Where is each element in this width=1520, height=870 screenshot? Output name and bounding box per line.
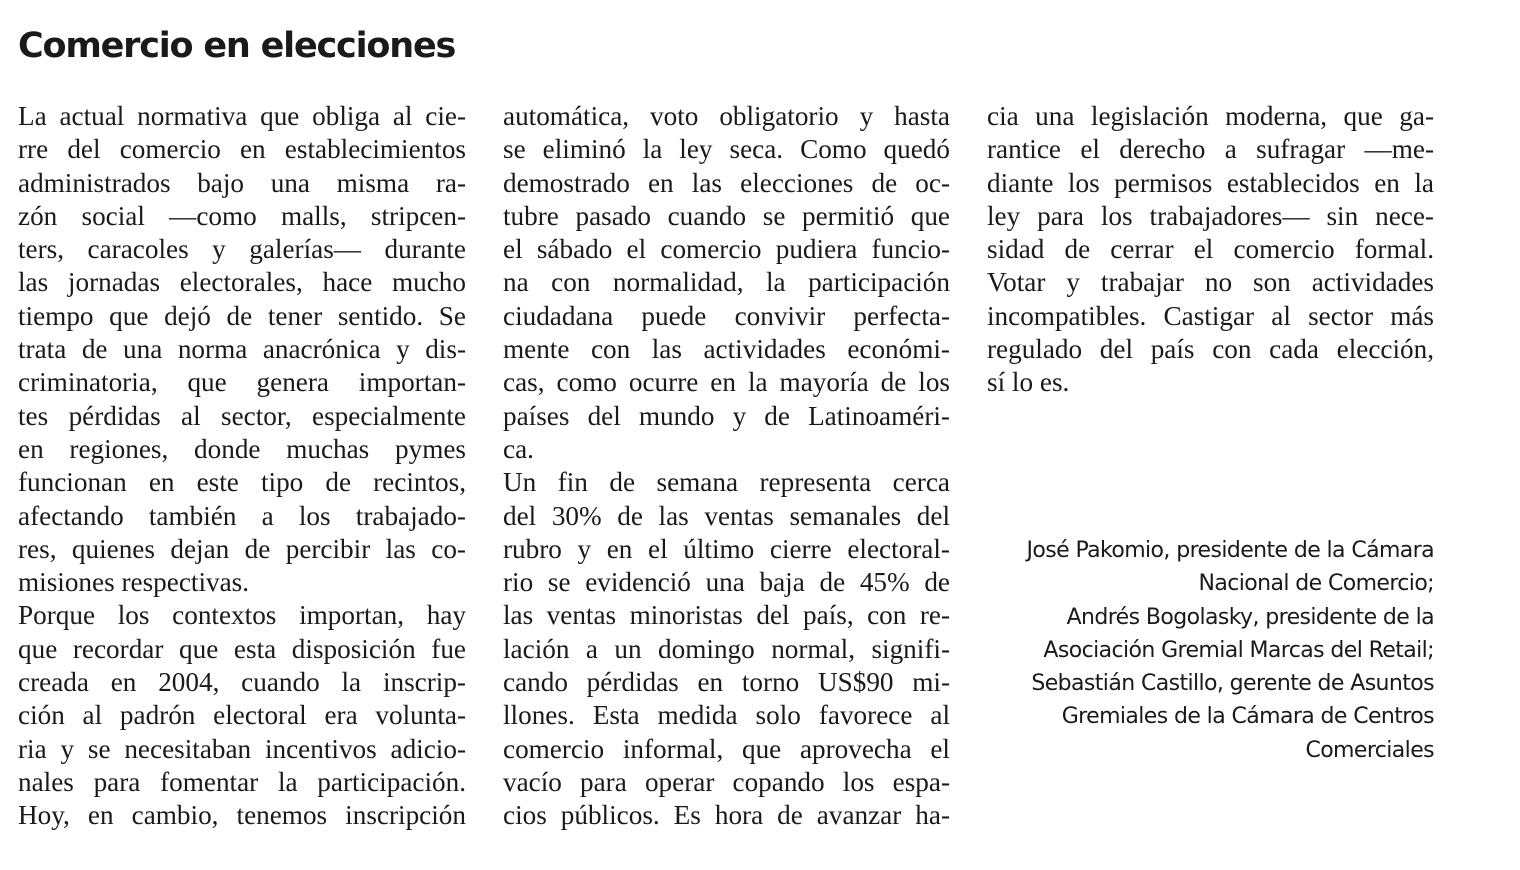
text-line: ción al padrón electoral era volunta- [18, 700, 466, 731]
text-line: res, quienes dejan de percibir las co- [18, 533, 466, 564]
article-column-2 [503, 100, 950, 833]
text-line: Porque los contextos importan, hay [18, 600, 466, 631]
text-line: sí lo es. [987, 367, 1070, 398]
text-line: del 30% de las ventas semanales del [503, 500, 950, 531]
text-line: ley para los trabajadores— sin nece- [987, 200, 1434, 231]
text-line: sidad de cerrar el comercio formal. [987, 234, 1434, 265]
text-line: llones. Esta medida solo favorece al [503, 700, 950, 731]
text-line: creada en 2004, cuando la inscrip- [18, 667, 466, 698]
article-column-3 [987, 100, 1434, 400]
signature-line: José Pakomio, presidente de la Cámara [1026, 538, 1434, 563]
text-line: se eliminó la ley seca. Como quedó [503, 134, 950, 165]
text-line: el sábado el comercio pudiera funcio- [503, 234, 950, 265]
signature-line: Asociación Gremial Marcas del Retail; [1043, 637, 1434, 663]
article-headline: Comercio en elecciones [18, 26, 456, 66]
text-line: rubro y en el último cierre electoral- [503, 533, 950, 564]
text-line: comercio informal, que aprovecha el [503, 733, 950, 764]
text-line: países del mundo y de Latinoaméri- [503, 400, 950, 431]
text-line: La actual normativa que obliga al cie- [18, 101, 466, 131]
text-line: cando pérdidas en torno US$90 mi- [503, 667, 950, 698]
text-line: mente con las actividades económi- [503, 334, 950, 365]
text-line: ria y se necesitaban incentivos adicio- [18, 733, 466, 764]
text-line: afectando también a los trabajado- [18, 500, 466, 531]
text-line: cas, como ocurre en la mayoría de los [503, 367, 950, 398]
text-line: cios públicos. Es hora de avanzar ha- [503, 800, 950, 831]
text-line: ters, caracoles y galerías— durante [18, 234, 466, 265]
text-line: administrados bajo una misma ra- [18, 167, 466, 198]
text-line: trata de una norma anacrónica y dis- [18, 334, 466, 365]
text-line: Votar y trabajar no son actividades [987, 267, 1434, 298]
signature-line: Nacional de Comercio; [1198, 571, 1434, 597]
text-line: tubre pasado cuando se permitió que [503, 200, 950, 231]
text-line: tiempo que dejó de tener sentido. Se [18, 300, 466, 331]
text-line: rantice el derecho a sufragar —me- [987, 134, 1434, 165]
text-line: diante los permisos establecidos en la [987, 167, 1434, 198]
text-line: cia una legislación moderna, que ga- [987, 101, 1434, 131]
text-line: tes pérdidas al sector, especialmente [18, 400, 466, 431]
text-line: misiones respectivas. [18, 567, 250, 598]
text-line: demostrado en las elecciones de oc- [503, 167, 950, 198]
text-line: que recordar que esta disposición fue [18, 633, 466, 664]
text-line: rio se evidenció una baja de 45% de [503, 567, 950, 598]
text-line: lación a un domingo normal, signifi- [503, 633, 950, 664]
article-column-1 [18, 100, 466, 833]
author-signature [970, 534, 1434, 767]
text-line: criminatoria, que genera importan- [18, 367, 466, 398]
signature-line: Sebastián Castillo, gerente de Asuntos [1031, 671, 1434, 697]
text-line: rre del comercio en establecimientos [18, 134, 466, 165]
text-line: zón social —como malls, stripcen- [18, 200, 466, 231]
signature-line: Comerciales [1305, 737, 1434, 763]
text-line: Un fin de semana representa cerca [503, 467, 950, 498]
signature-line: Andrés Bogolasky, presidente de la [1066, 604, 1434, 630]
text-line: en regiones, donde muchas pymes [18, 433, 466, 464]
text-line: ciudadana puede convivir perfecta- [503, 300, 950, 331]
text-line: automática, voto obligatorio y hasta [503, 101, 950, 131]
text-line: ca. [503, 433, 534, 464]
text-line: incompatibles. Castigar al sector más [987, 300, 1434, 331]
text-line: Hoy, en cambio, tenemos inscripción [18, 800, 466, 831]
text-line: las ventas minoristas del país, con re- [503, 600, 950, 631]
text-line: vacío para operar copando los espa- [503, 766, 950, 797]
text-line: nales para fomentar la participación. [18, 766, 466, 797]
text-line: na con normalidad, la participación [503, 267, 950, 298]
text-line: las jornadas electorales, hace mucho [18, 267, 466, 298]
text-line: funcionan en este tipo de recintos, [18, 467, 466, 498]
signature-line: Gremiales de la Cámara de Centros [1061, 704, 1434, 730]
text-line: regulado del país con cada elección, [987, 334, 1434, 365]
